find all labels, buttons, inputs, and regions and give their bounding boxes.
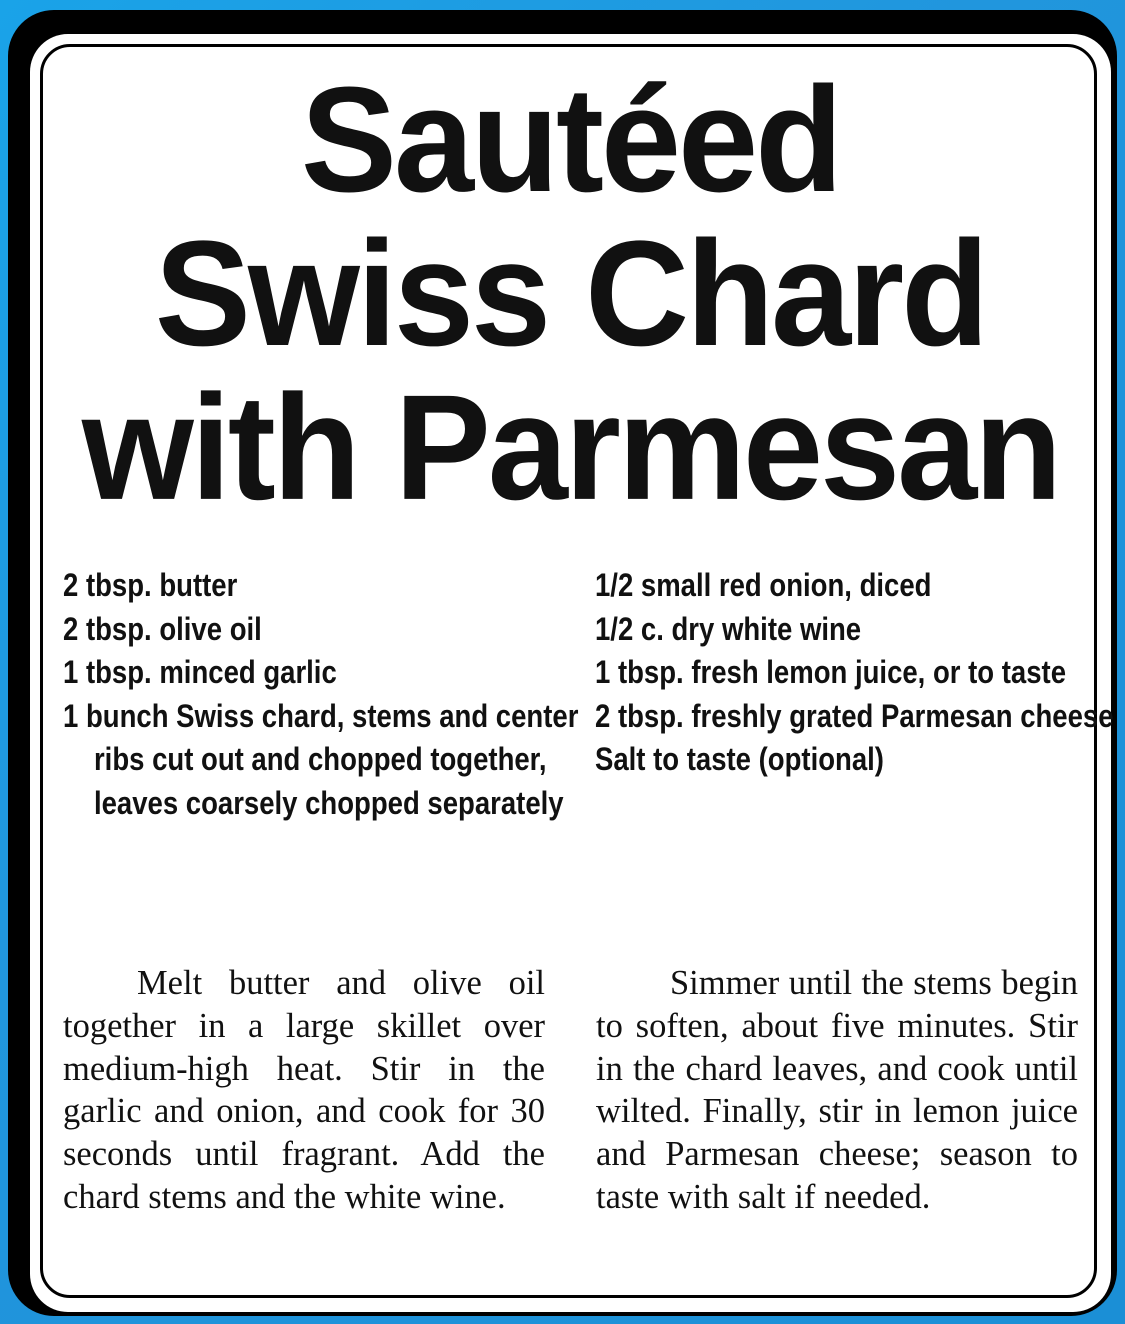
directions-paragraph-1: Melt butter and olive oil together in a large skillet over medium-high heat. Stir in the garlic and onion, and cook for 30 seconds until fragrant. Add the chard stems and the white wine.	[63, 964, 545, 1216]
ingredient-item: 1 tbsp. minced garlic	[63, 654, 337, 691]
ingredient-item: 1/2 small red onion, diced	[595, 567, 932, 603]
ingredient-item: 1/2 c. dry white wine	[595, 610, 862, 647]
title-line-2: Swiss Chard	[154, 209, 987, 378]
ingredient-item: 2 tbsp. butter	[63, 567, 238, 603]
directions-paragraph-2: Simmer until the stems begin to soften, about five minutes. Stir in the chard leaves, and cook until wilted. Finally, stir in lemon juice and Parmesan cheese; season to taste with salt if needed.	[596, 964, 1078, 1216]
ingredient-item: 2 tbsp. freshly grated Parmesan cheese	[595, 697, 1114, 734]
ingredient-item: 1 bunch Swiss chard, stems and center ribs cut out and chopped together, leaves coarsely chopped separately	[63, 697, 579, 821]
recipe-card-border	[8, 10, 1117, 1316]
ingredient-item: 2 tbsp. olive oil	[63, 610, 262, 647]
ingredients-list-right	[595, 564, 1114, 782]
ingredient-item: 1 tbsp. fresh lemon juice, or to taste	[595, 654, 1066, 691]
ingredients-list-left	[63, 564, 579, 826]
recipe-title	[48, 55, 1093, 532]
ingredient-item: Salt to taste (optional)	[595, 741, 884, 778]
title-line-3: with Parmesan	[81, 363, 1060, 532]
title-line-1: Sautéed	[300, 55, 841, 224]
